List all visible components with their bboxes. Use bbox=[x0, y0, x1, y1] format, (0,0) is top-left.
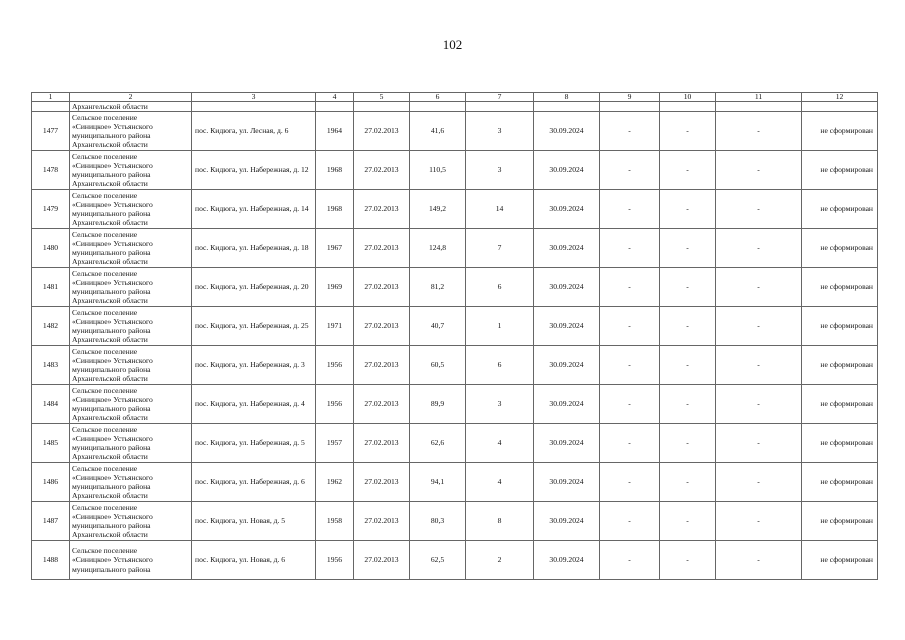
deadline-cell: 30.09.2024 bbox=[534, 385, 600, 424]
date-cell: 27.02.2013 bbox=[354, 502, 410, 541]
column-header-row bbox=[32, 93, 878, 102]
settlement-line: Сельское поселение bbox=[72, 546, 138, 556]
table-row bbox=[32, 463, 878, 502]
col9-cell: - bbox=[600, 424, 660, 463]
col11-cell: - bbox=[716, 229, 802, 268]
area-cell: 40,7 bbox=[410, 307, 466, 346]
count-cell: 8 bbox=[466, 502, 534, 541]
row-number: 1485 bbox=[32, 424, 70, 463]
table-body bbox=[32, 93, 878, 580]
row-number: 1477 bbox=[32, 112, 70, 151]
status-cell: не сформирован bbox=[802, 112, 878, 151]
column-header: 6 bbox=[410, 93, 466, 102]
status-cell: не сформирован bbox=[802, 346, 878, 385]
count-cell: 3 bbox=[466, 112, 534, 151]
row-number: 1481 bbox=[32, 268, 70, 307]
row-number: 1488 bbox=[32, 541, 70, 580]
year-cell: 1968 bbox=[316, 151, 354, 190]
date-cell: 27.02.2013 bbox=[354, 541, 410, 580]
status-cell: не сформирован bbox=[802, 541, 878, 580]
address-cell: пос. Кидюга, ул. Набережная, д. 5 bbox=[192, 424, 316, 463]
address-cell: пос. Кидюга, ул. Набережная, д. 14 bbox=[192, 190, 316, 229]
column-header: 3 bbox=[192, 93, 316, 102]
column-header: 12 bbox=[802, 93, 878, 102]
settlement-cell bbox=[70, 151, 192, 190]
year-cell: 1964 bbox=[316, 112, 354, 151]
column-header: 11 bbox=[716, 93, 802, 102]
area-cell: 62,6 bbox=[410, 424, 466, 463]
deadline-cell: 30.09.2024 bbox=[534, 112, 600, 151]
settlement-cell bbox=[70, 112, 192, 151]
date-cell: 27.02.2013 bbox=[354, 346, 410, 385]
deadline-cell: 30.09.2024 bbox=[534, 424, 600, 463]
year-cell: 1958 bbox=[316, 502, 354, 541]
address-cell: пос. Кидюга, ул. Лесная, д. 6 bbox=[192, 112, 316, 151]
col11-cell: - bbox=[716, 463, 802, 502]
date-cell: 27.02.2013 bbox=[354, 463, 410, 502]
col9-cell: - bbox=[600, 190, 660, 229]
col9-cell: - bbox=[600, 307, 660, 346]
deadline-cell: 30.09.2024 bbox=[534, 502, 600, 541]
table-row bbox=[32, 346, 878, 385]
count-cell: 7 bbox=[466, 229, 534, 268]
date-cell: 27.02.2013 bbox=[354, 229, 410, 268]
settlement-cell bbox=[70, 307, 192, 346]
table-row bbox=[32, 424, 878, 463]
column-header: 7 bbox=[466, 93, 534, 102]
settlement-line: Сельское поселение bbox=[72, 190, 138, 200]
area-cell: 149,2 bbox=[410, 190, 466, 229]
settlement-line: Архангельской области bbox=[72, 491, 148, 501]
col9-cell: - bbox=[600, 346, 660, 385]
deadline-cell: 30.09.2024 bbox=[534, 190, 600, 229]
status-cell: не сформирован bbox=[802, 424, 878, 463]
deadline-cell: 30.09.2024 bbox=[534, 151, 600, 190]
address-cell: пос. Кидюга, ул. Набережная, д. 25 bbox=[192, 307, 316, 346]
table-row bbox=[32, 112, 878, 151]
col9-cell: - bbox=[600, 463, 660, 502]
table-row bbox=[32, 307, 878, 346]
col11-cell: - bbox=[716, 268, 802, 307]
status-cell: не сформирован bbox=[802, 385, 878, 424]
settlement-line: муниципального района bbox=[72, 326, 151, 335]
year-cell: 1956 bbox=[316, 541, 354, 580]
page-number: 102 bbox=[442, 37, 463, 52]
year-cell: 1962 bbox=[316, 463, 354, 502]
settlement-line: «Синицкое» Устьянского bbox=[72, 394, 153, 404]
area-cell: 94,1 bbox=[410, 463, 466, 502]
settlement-line: Архангельской области bbox=[72, 296, 148, 306]
row-number: 1478 bbox=[32, 151, 70, 190]
settlement-line: муниципального района bbox=[72, 443, 151, 452]
settlement-cell bbox=[70, 346, 192, 385]
table-row bbox=[32, 229, 878, 268]
table-row bbox=[32, 541, 878, 580]
settlement-line: Сельское поселение bbox=[72, 268, 138, 278]
settlement-line: Архангельской области bbox=[72, 413, 148, 423]
area-cell: 60,5 bbox=[410, 346, 466, 385]
settlement-line: «Синицкое» Устьянского bbox=[72, 160, 153, 170]
col11-cell: - bbox=[716, 346, 802, 385]
settlement-line: «Синицкое» Устьянского bbox=[72, 511, 153, 521]
row-number: 1483 bbox=[32, 346, 70, 385]
date-cell: 27.02.2013 bbox=[354, 268, 410, 307]
count-cell: 6 bbox=[466, 346, 534, 385]
year-cell: 1956 bbox=[316, 346, 354, 385]
settlement-line: «Синицкое» Устьянского bbox=[72, 121, 153, 131]
column-header: 2 bbox=[70, 93, 192, 102]
address-cell: пос. Кидюга, ул. Набережная, д. 20 bbox=[192, 268, 316, 307]
col9-cell: - bbox=[600, 112, 660, 151]
settlement-line: Сельское поселение bbox=[72, 502, 138, 512]
column-header: 10 bbox=[660, 93, 716, 102]
status-cell: не сформирован bbox=[802, 229, 878, 268]
count-cell: 3 bbox=[466, 385, 534, 424]
status-cell: не сформирован bbox=[802, 151, 878, 190]
count-cell: 4 bbox=[466, 424, 534, 463]
settlement-line: муниципального района bbox=[72, 521, 151, 530]
year-cell: 1956 bbox=[316, 385, 354, 424]
settlement-line: Сельское поселение bbox=[72, 112, 138, 122]
col11-cell: - bbox=[716, 190, 802, 229]
row-number: 1487 bbox=[32, 502, 70, 541]
settlement-line: муниципального района bbox=[72, 365, 151, 374]
area-cell: 89,9 bbox=[410, 385, 466, 424]
col10-cell: - bbox=[660, 268, 716, 307]
col11-cell: - bbox=[716, 541, 802, 580]
address-cell: пос. Кидюга, ул. Набережная, д. 4 bbox=[192, 385, 316, 424]
settlement-line: Архангельской области bbox=[72, 374, 148, 384]
settlement-line: Сельское поселение bbox=[72, 385, 138, 395]
settlement-cell bbox=[70, 502, 192, 541]
col11-cell: - bbox=[716, 424, 802, 463]
year-cell: 1967 bbox=[316, 229, 354, 268]
address-cell: пос. Кидюга, ул. Набережная, д. 6 bbox=[192, 463, 316, 502]
table-row bbox=[32, 190, 878, 229]
status-cell: не сформирован bbox=[802, 190, 878, 229]
col10-cell: - bbox=[660, 112, 716, 151]
table-row bbox=[32, 385, 878, 424]
settlement-line: «Синицкое» Устьянского bbox=[72, 355, 153, 365]
col10-cell: - bbox=[660, 190, 716, 229]
settlement-line: «Синицкое» Устьянского bbox=[72, 316, 153, 326]
settlement-line: Сельское поселение bbox=[72, 151, 138, 161]
status-cell: не сформирован bbox=[802, 307, 878, 346]
continuation-text: Архангельской области bbox=[70, 102, 192, 112]
settlement-line: муниципального района bbox=[72, 564, 151, 574]
count-cell: 4 bbox=[466, 463, 534, 502]
settlement-line: Сельское поселение bbox=[72, 463, 138, 473]
settlement-cell bbox=[70, 463, 192, 502]
column-header: 1 bbox=[32, 93, 70, 102]
date-cell: 27.02.2013 bbox=[354, 424, 410, 463]
year-cell: 1968 bbox=[316, 190, 354, 229]
deadline-cell: 30.09.2024 bbox=[534, 346, 600, 385]
address-cell: пос. Кидюга, ул. Новая, д. 5 bbox=[192, 502, 316, 541]
deadline-cell: 30.09.2024 bbox=[534, 307, 600, 346]
settlement-cell bbox=[70, 229, 192, 268]
column-header: 9 bbox=[600, 93, 660, 102]
count-cell: 6 bbox=[466, 268, 534, 307]
row-number: 1479 bbox=[32, 190, 70, 229]
column-header: 8 bbox=[534, 93, 600, 102]
deadline-cell: 30.09.2024 bbox=[534, 463, 600, 502]
year-cell: 1969 bbox=[316, 268, 354, 307]
col10-cell: - bbox=[660, 229, 716, 268]
settlement-line: муниципального района bbox=[72, 287, 151, 296]
date-cell: 27.02.2013 bbox=[354, 307, 410, 346]
date-cell: 27.02.2013 bbox=[354, 190, 410, 229]
year-cell: 1971 bbox=[316, 307, 354, 346]
settlement-line: Архангельской области bbox=[72, 179, 148, 189]
area-cell: 41,6 bbox=[410, 112, 466, 151]
table-row bbox=[32, 151, 878, 190]
settlement-line: «Синицкое» Устьянского bbox=[72, 472, 153, 482]
settlement-line: Архангельской области bbox=[72, 218, 148, 228]
settlement-line: «Синицкое» Устьянского bbox=[72, 199, 153, 209]
date-cell: 27.02.2013 bbox=[354, 151, 410, 190]
col10-cell: - bbox=[660, 541, 716, 580]
address-cell: пос. Кидюга, ул. Набережная, д. 12 bbox=[192, 151, 316, 190]
row-number: 1482 bbox=[32, 307, 70, 346]
settlement-line: Сельское поселение bbox=[72, 307, 138, 317]
col10-cell: - bbox=[660, 385, 716, 424]
col9-cell: - bbox=[600, 385, 660, 424]
column-header: 5 bbox=[354, 93, 410, 102]
settlement-line: «Синицкое» Устьянского bbox=[72, 555, 153, 565]
date-cell: 27.02.2013 bbox=[354, 385, 410, 424]
row-number: 1480 bbox=[32, 229, 70, 268]
col9-cell: - bbox=[600, 151, 660, 190]
settlement-line: Архангельской области bbox=[72, 335, 148, 345]
col11-cell: - bbox=[716, 385, 802, 424]
settlement-line: Архангельской области bbox=[72, 257, 148, 267]
col10-cell: - bbox=[660, 463, 716, 502]
settlement-line: Сельское поселение bbox=[72, 229, 138, 239]
date-cell: 27.02.2013 bbox=[354, 112, 410, 151]
settlement-line: Сельское поселение bbox=[72, 346, 138, 356]
col9-cell: - bbox=[600, 229, 660, 268]
status-cell: не сформирован bbox=[802, 463, 878, 502]
settlement-line: муниципального района bbox=[72, 482, 151, 491]
col11-cell: - bbox=[716, 307, 802, 346]
table-row bbox=[32, 268, 878, 307]
deadline-cell: 30.09.2024 bbox=[534, 541, 600, 580]
count-cell: 3 bbox=[466, 151, 534, 190]
col11-cell: - bbox=[716, 151, 802, 190]
settlement-line: «Синицкое» Устьянского bbox=[72, 433, 153, 443]
settlement-line: «Синицкое» Устьянского bbox=[72, 277, 153, 287]
settlement-cell bbox=[70, 385, 192, 424]
address-cell: пос. Кидюга, ул. Набережная, д. 3 bbox=[192, 346, 316, 385]
year-cell: 1957 bbox=[316, 424, 354, 463]
col10-cell: - bbox=[660, 151, 716, 190]
settlement-cell bbox=[70, 268, 192, 307]
settlement-line: муниципального района bbox=[72, 404, 151, 413]
deadline-cell: 30.09.2024 bbox=[534, 229, 600, 268]
col10-cell: - bbox=[660, 307, 716, 346]
table-row bbox=[32, 502, 878, 541]
settlement-cell bbox=[70, 541, 192, 580]
col10-cell: - bbox=[660, 424, 716, 463]
count-cell: 1 bbox=[466, 307, 534, 346]
column-header: 4 bbox=[316, 93, 354, 102]
settlement-cell bbox=[70, 190, 192, 229]
settlement-line: муниципального района bbox=[72, 131, 151, 140]
settlement-line: Архангельской области bbox=[72, 530, 148, 540]
address-cell: пос. Кидюга, ул. Новая, д. 6 bbox=[192, 541, 316, 580]
col10-cell: - bbox=[660, 502, 716, 541]
settlement-line: муниципального района bbox=[72, 170, 151, 179]
area-cell: 62,5 bbox=[410, 541, 466, 580]
count-cell: 2 bbox=[466, 541, 534, 580]
col10-cell: - bbox=[660, 346, 716, 385]
col11-cell: - bbox=[716, 112, 802, 151]
area-cell: 80,3 bbox=[410, 502, 466, 541]
area-cell: 81,2 bbox=[410, 268, 466, 307]
col9-cell: - bbox=[600, 268, 660, 307]
settlement-line: Сельское поселение bbox=[72, 424, 138, 434]
settlement-line: муниципального района bbox=[72, 209, 151, 218]
settlement-line: муниципального района bbox=[72, 248, 151, 257]
address-cell: пос. Кидюга, ул. Набережная, д. 18 bbox=[192, 229, 316, 268]
settlement-line: «Синицкое» Устьянского bbox=[72, 238, 153, 248]
col11-cell: - bbox=[716, 502, 802, 541]
status-cell: не сформирован bbox=[802, 502, 878, 541]
settlement-cell bbox=[70, 424, 192, 463]
settlement-line: Архангельской области bbox=[72, 140, 148, 150]
settlement-line: Архангельской области bbox=[72, 452, 148, 462]
registry-table bbox=[31, 92, 878, 580]
continuation-row bbox=[32, 102, 878, 112]
deadline-cell: 30.09.2024 bbox=[534, 268, 600, 307]
status-cell: не сформирован bbox=[802, 268, 878, 307]
area-cell: 124,8 bbox=[410, 229, 466, 268]
area-cell: 110,5 bbox=[410, 151, 466, 190]
row-number: 1484 bbox=[32, 385, 70, 424]
row-number: 1486 bbox=[32, 463, 70, 502]
col9-cell: - bbox=[600, 541, 660, 580]
count-cell: 14 bbox=[466, 190, 534, 229]
col9-cell: - bbox=[600, 502, 660, 541]
